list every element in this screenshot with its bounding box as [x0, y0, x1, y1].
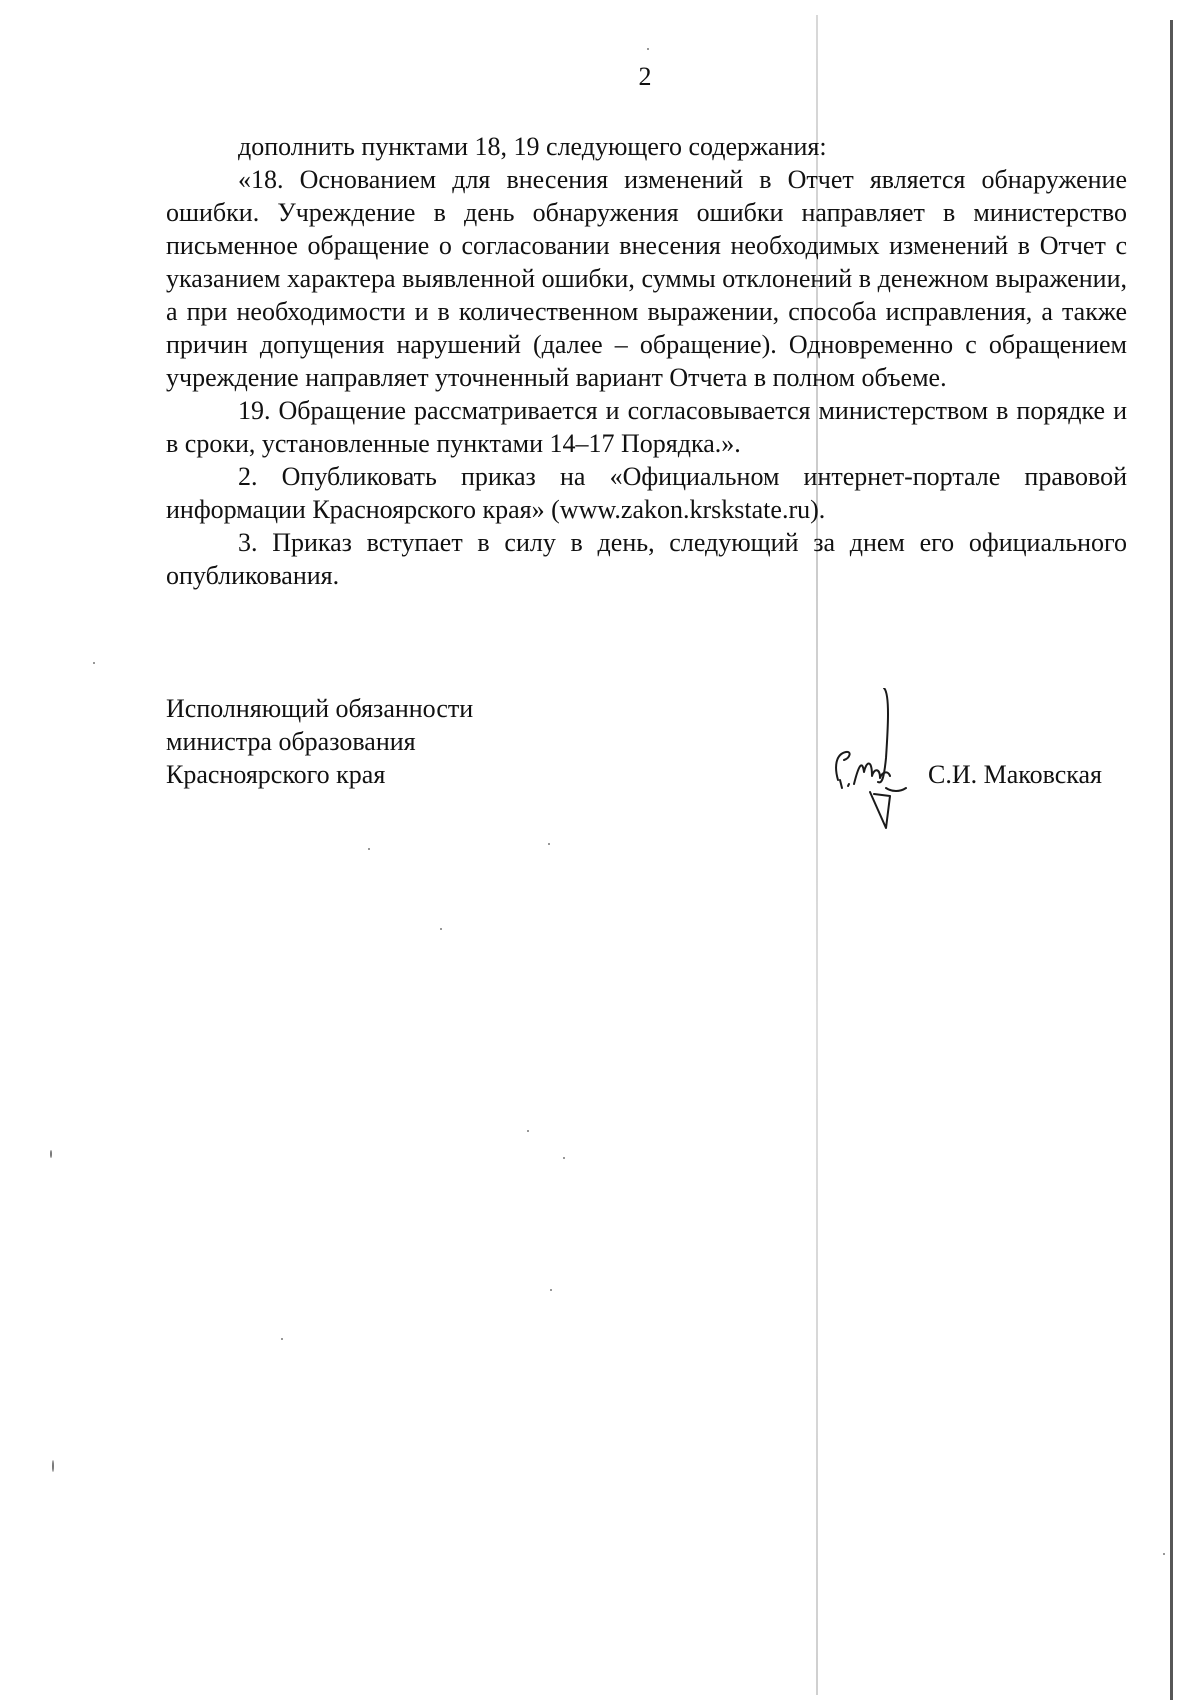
signatory-position-line: министра образования	[166, 727, 416, 756]
signatory-position	[166, 692, 473, 791]
scan-speck	[1163, 1553, 1165, 1555]
scan-speck	[550, 1289, 552, 1291]
scan-speck	[548, 843, 550, 845]
scan-speck	[52, 1460, 54, 1472]
page-number: 2	[638, 62, 652, 91]
document-body	[166, 130, 1127, 592]
scan-speck	[368, 848, 370, 850]
signatory-name: С.И. Маковская	[928, 760, 1102, 789]
scan-speck	[563, 1157, 565, 1159]
scan-speck	[281, 1338, 283, 1340]
body-paragraph-intro: дополнить пунктами 18, 19 следующего содержания:	[238, 132, 827, 161]
scan-speck	[93, 662, 95, 664]
scan-speck	[50, 1150, 52, 1158]
scan-speck	[440, 928, 442, 930]
handwritten-signature	[830, 688, 920, 838]
body-paragraph-point-2: 2. Опубликовать приказ на «Официальном интернет-портале правовой информации Красноярского края» (www.zakon.krskstate.ru).	[166, 462, 1127, 524]
body-paragraph-point-3: 3. Приказ вступает в силу в день, следующий за днем его официального опубликования.	[166, 528, 1127, 590]
signatory-position-line: Красноярского края	[166, 760, 386, 789]
scan-edge-line	[1170, 20, 1173, 1700]
scan-speck	[527, 1130, 529, 1132]
body-paragraph-item-18: «18. Основанием для внесения изменений в Отчет является обнаружение ошибки. Учреждение в день обнаружения ошибки направляет в министерство письменное обращение о согласовании внесения необходимых изменений в Отчет с указанием характера выявленной ошибки, суммы отклонений в денежном выражении, а при необходимости и в количественном выражении, способа исправления, а также причин допущения нарушений (далее – обращение). Одновременно с обращением учреждение направляет уточненный вариант Отчета в полном объеме.	[166, 165, 1127, 392]
scan-speck	[647, 48, 649, 50]
body-paragraph-item-19: 19. Обращение рассматривается и согласовывается министерством в порядке и в сроки, установленные пунктами 14–17 Порядка.».	[166, 396, 1127, 458]
signatory-position-line: Исполняющий обязанности	[166, 694, 474, 723]
